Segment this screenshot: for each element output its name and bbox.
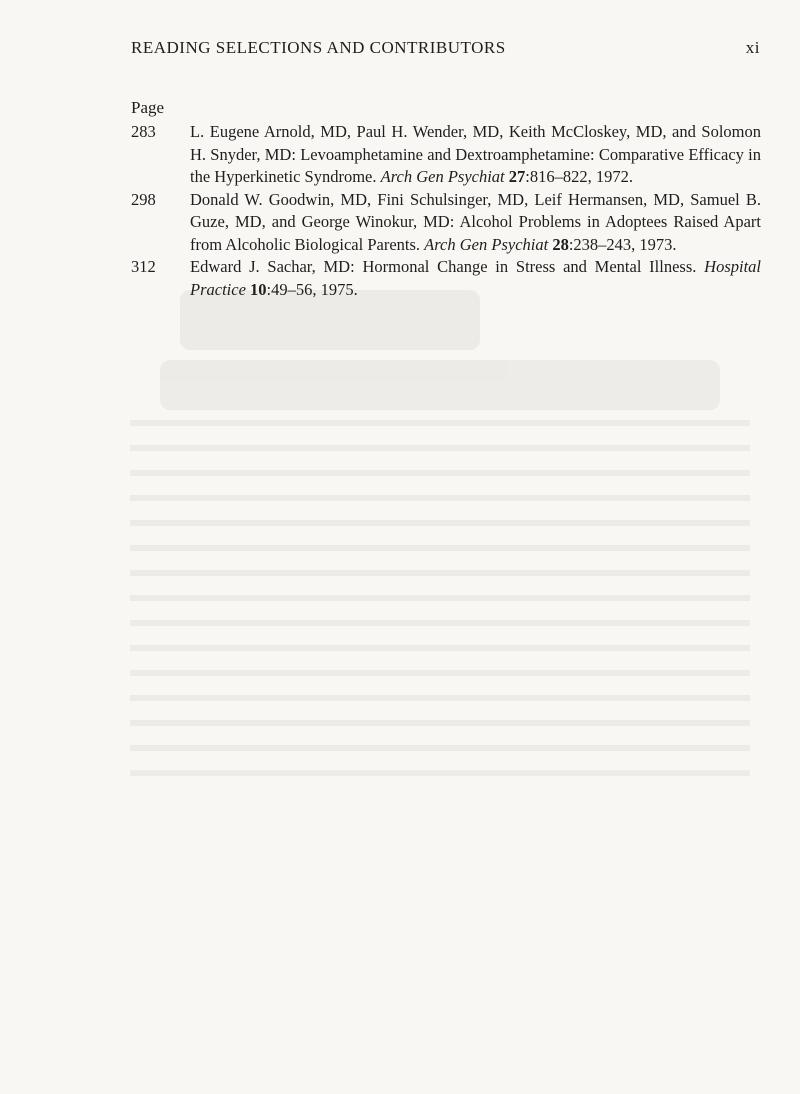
entry-page-number: 312 — [131, 257, 156, 276]
list-item — [131, 121, 761, 189]
volume-number: 28 — [552, 234, 569, 254]
pages-year: :238–243, 1973. — [568, 234, 677, 254]
running-title: READING SELECTIONS AND CONTRIBUTORS — [131, 38, 506, 57]
journal-name: Arch Gen Psychiat — [424, 234, 549, 254]
volume-number: 27 — [508, 167, 526, 186]
citation-text: Edward J. Sachar, MD: Hormonal Change in Stress and Mental Illness. — [190, 257, 705, 276]
entry-page-number: 283 — [131, 122, 156, 141]
entry-page-number: 298 — [131, 189, 156, 209]
entry-citation — [190, 256, 761, 301]
bleed-through-texture — [120, 270, 780, 790]
pages-year: :816–822, 1972. — [525, 167, 633, 186]
page-column-label: Page — [131, 98, 165, 117]
entry-citation — [190, 189, 761, 257]
volume-number: 10 — [250, 279, 267, 299]
running-head — [131, 38, 760, 62]
list-item — [131, 189, 761, 257]
page-number: xi — [745, 38, 760, 57]
journal-name: Hospital Practice — [190, 257, 761, 299]
entry-citation — [190, 121, 761, 189]
citation-text: L. Eugene Arnold, MD, Paul H. Wender, MD, Keith McCloskey, MD, and Solomon H. Snyder, MD: Levoamphetamine and Dextroamphetamine: Comparative Efficacy in the Hyperkinetic Syndrome. — [190, 122, 761, 186]
pages-year: :49–56, 1975. — [266, 279, 358, 299]
reading-selection-list — [131, 121, 761, 301]
citation-text: Donald W. Goodwin, MD, Fini Schulsinger, MD, Leif Hermansen, MD, Samuel B. Guze, MD, and George Winokur, MD: Alcohol Problems in Adoptees Raised Apart from Alcoholic Biological Parents. — [190, 189, 761, 254]
list-item — [131, 256, 761, 301]
journal-name: Arch Gen Psychiat — [380, 167, 505, 186]
